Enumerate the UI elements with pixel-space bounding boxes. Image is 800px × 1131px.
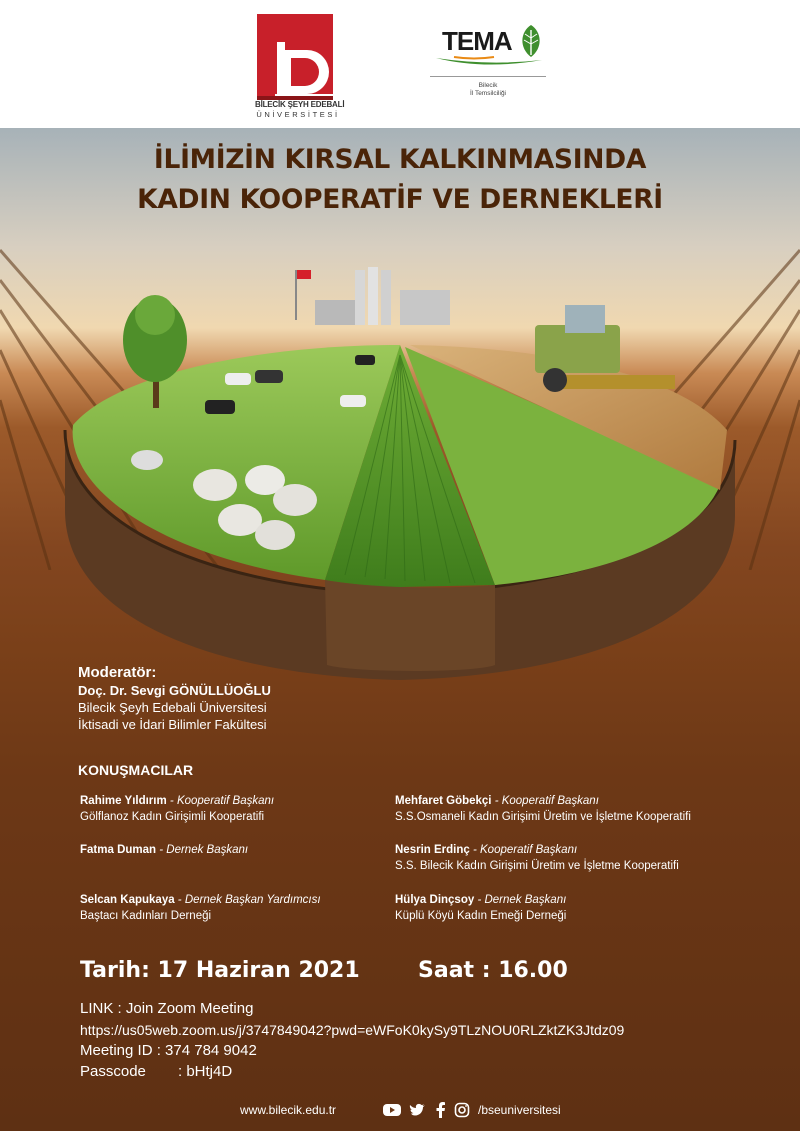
time-label: Saat : — [418, 958, 491, 983]
speaker-name: Mehfaret Göbekçi — [395, 795, 492, 807]
website-link[interactable]: www.bilecik.edu.tr — [240, 1103, 337, 1117]
speaker-role: - Kooperatif Başkanı — [491, 795, 599, 807]
tema-logo — [430, 24, 550, 114]
speaker-2 — [395, 793, 691, 825]
speaker-name: Selcan Kapukaya — [80, 894, 175, 906]
footer — [0, 1100, 800, 1122]
passcode-line — [80, 1063, 232, 1081]
passcode-value: : bHtj4D — [178, 1063, 233, 1080]
moderator-label: Moderatör: — [78, 664, 157, 681]
moderator-faculty: İktisadi ve İdari Bilimler Fakültesi — [78, 717, 267, 732]
time-value: 16.00 — [498, 958, 568, 983]
youtube-icon[interactable] — [382, 1102, 402, 1118]
tema-rep-label: İl Temsilciliği — [470, 90, 506, 97]
speaker-role: - Dernek Başkan Yardımcısı — [174, 894, 321, 906]
speaker-role: - Kooperatif Başkanı — [166, 795, 275, 807]
speaker-org: S.S.Osmaneli Kadın Girişimi Üretim ve İşletme Kooperatifi — [395, 811, 691, 823]
speaker-5 — [80, 892, 321, 924]
speaker-org: Küplü Köyü Kadın Emeği Derneği — [395, 910, 567, 922]
header-band — [0, 0, 800, 128]
instagram-icon[interactable] — [454, 1102, 470, 1118]
title-line-2: KADIN KOOPERATİF VE DERNEKLERİ — [137, 184, 663, 215]
tema-divider — [430, 76, 546, 77]
speaker-6 — [395, 892, 566, 924]
speaker-org: Baştacı Kadınları Derneği — [80, 910, 212, 922]
speaker-name: Fatma Duman — [80, 844, 157, 856]
social-handle[interactable]: /bseuniversitesi — [478, 1103, 561, 1117]
zoom-url[interactable]: https://us05web.zoom.us/j/3747849042?pwd=eWFoK0kySy9TLzNOU0RLZktZK3Jtdz09 — [80, 1022, 625, 1038]
bseu-logo-mark — [255, 12, 341, 102]
leaf-icon — [518, 24, 544, 58]
university-name: BİLECİK ŞEYH EDEBALİ — [255, 100, 345, 109]
moderator-name: Doç. Dr. Sevgi GÖNÜLLÜOĞLU — [78, 683, 271, 698]
tema-city-name: Bilecik — [478, 82, 498, 89]
date-label: Tarih: — [80, 958, 150, 983]
speaker-3 — [80, 842, 248, 858]
tema-wordmark: TEMA — [442, 26, 512, 56]
link-label: LINK : — [80, 1000, 122, 1017]
date-value: 17 Haziran 2021 — [157, 958, 360, 983]
bseu-logo — [255, 12, 345, 120]
speaker-org: S.S. Bilecik Kadın Girişimi Üretim ve İşletme Kooperatifi — [395, 860, 679, 872]
moderator-university: Bilecik Şeyh Edebali Üniversitesi — [78, 700, 267, 715]
meeting-id-line — [80, 1042, 257, 1060]
tema-swoosh — [434, 54, 544, 70]
moderator-block — [78, 664, 271, 733]
farm-pie-illustration — [55, 255, 745, 695]
speakers-heading: KONUŞMACILAR — [78, 762, 194, 778]
event-title — [0, 140, 800, 220]
speaker-name: Rahime Yıldırım — [80, 795, 167, 807]
facebook-icon[interactable] — [434, 1102, 446, 1118]
title-line-1: İLİMİZİN KIRSAL KALKINMASINDA — [153, 144, 647, 175]
tema-representation — [430, 82, 546, 98]
speaker-name: Nesrin Erdinç — [395, 844, 470, 856]
speaker-name: Hülya Dinçsoy — [395, 894, 475, 906]
twitter-icon[interactable] — [409, 1102, 426, 1118]
meeting-id-value: 374 784 9042 — [165, 1042, 257, 1059]
speaker-1 — [80, 793, 274, 825]
passcode-label: Passcode — [80, 1063, 146, 1080]
speaker-4 — [395, 842, 679, 874]
speaker-org: Gölflanoz Kadın Girişimli Kooperatifi — [80, 811, 265, 823]
university-subtitle: ÜNİVERSİTESİ — [256, 110, 340, 119]
link-text[interactable]: Join Zoom Meeting — [125, 1000, 254, 1017]
event-time — [418, 958, 568, 983]
meeting-id-label: Meeting ID : — [80, 1042, 161, 1059]
zoom-link-line — [80, 1000, 253, 1018]
event-date — [80, 958, 360, 983]
speaker-role: - Dernek Başkanı — [156, 844, 249, 856]
speaker-role: - Kooperatif Başkanı — [469, 844, 578, 856]
speaker-role: - Dernek Başkanı — [474, 894, 567, 906]
